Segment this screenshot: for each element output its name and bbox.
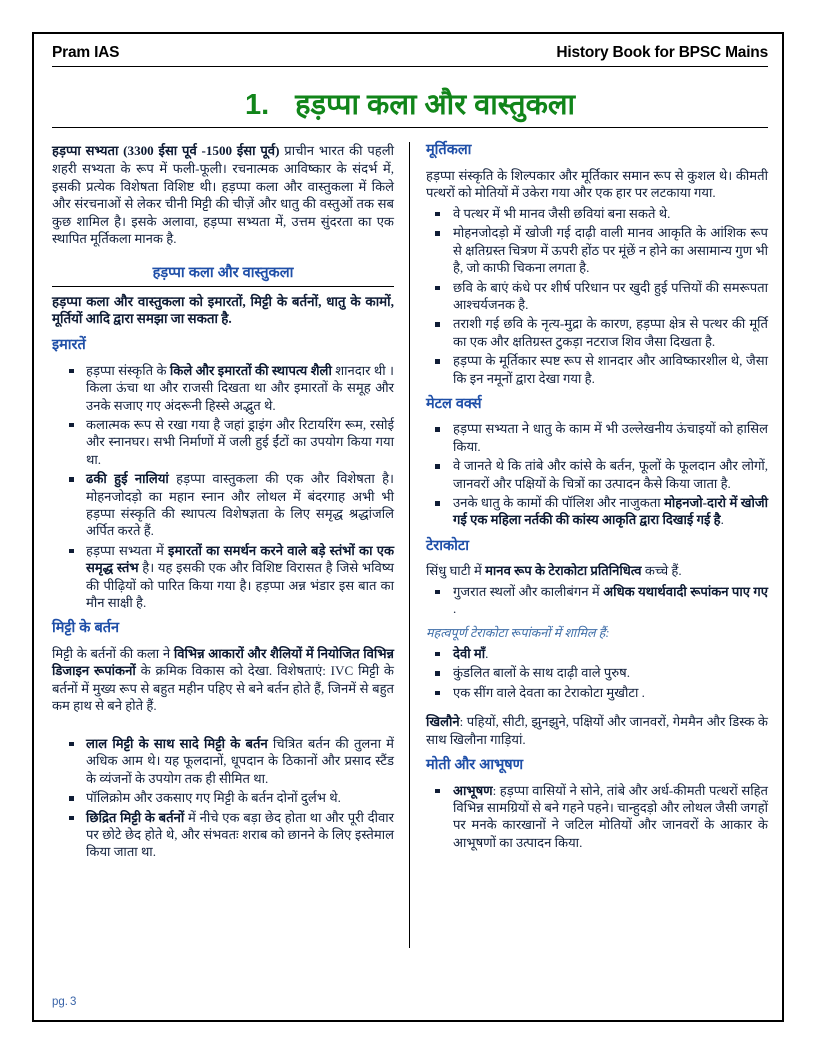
section-heading-beads-ornaments: मोती और आभूषण <box>426 757 524 774</box>
list-item: आभूषण: हड़प्पा वासियों ने सोने, तांबे और अर्ध-कीमती पत्थरों सहित विभिन्न सामग्रियों से बने गहने पहने। चान्हुदड़ो और लोथल जैसी जगहों पर मनके कारखानों ने जटिल मोतियों और जानवरों के आकार के आभूषणों का उत्पादन किया. <box>426 782 768 852</box>
section-heading-pottery: मिट्टी के बर्तन <box>52 620 120 637</box>
chapter-title-text: हड़प्पा कला और वास्तुकला <box>295 89 576 121</box>
left-column <box>52 142 410 948</box>
list-item: हड़प्पा संस्कृति के किले और इमारतों की स्थापत्य शैली शानदार थी । किला ऊंचा था और राजसी दिखता था और इमारतों के समूह और उनके सजाए गए अंदरूनी हिस्से अद्भुत थे. <box>52 362 394 414</box>
header-brand: Pram IAS <box>52 44 120 61</box>
sculpture-paragraph: हड़प्पा संस्कृति के शिल्पकार और मूर्तिकार समान रूप से कुशल थे। कीमती पत्थरों को मोतियों में उकेरा गया और एक हार पर लटकाया गया. <box>426 167 768 201</box>
terracotta-note: महत्वपूर्ण टेराकोटा रूपांकनों में शामिल हैं: <box>426 625 610 640</box>
list-item: लाल मिट्टी के साथ सादे मिट्टी के बर्तन चित्रित बर्तन की तुलना में अधिक आम थे। यह फूलदानों, धूपदान के ठिकानों और प्रसाद स्टैंड के व्यंजनों के उपयोग तक ही सीमित था. <box>52 735 394 787</box>
terracotta-items-list <box>426 645 768 701</box>
beads-bullet-list <box>426 782 768 852</box>
list-item: वे पत्थर में भी मानव जैसी छवियां बना सकते थे. <box>426 205 768 222</box>
list-item: देवी माँ. <box>426 645 768 662</box>
list-item: कुंडलित बालों के साथ दाढ़ी वाले पुरुष. <box>426 664 768 681</box>
footer-page-number: 3 <box>70 996 77 1008</box>
list-item: कलात्मक रूप से रखा गया है जहां ड्राइंग और रिटायरिंग रूम, रसोई और स्नानघर। सभी निर्माणों में जली हुई ईंटों का उपयोग किया गया था. <box>52 416 394 468</box>
document-page <box>32 32 784 1022</box>
list-item: मोहनजोदड़ो में खोजी गई दाढ़ी वाली मानव आकृति के आंशिक रूप से क्षतिग्रस्त चित्रण में ऊपरी होंठ पर मूंछें न होने का असामान्य गुण भी है, जो काफी चिकना लगता है. <box>426 224 768 276</box>
list-item: पॉलिक्रोम और उकसाए गए मिट्टी के बर्तन दोनों दुर्लभ थे. <box>52 789 394 806</box>
section-heading-harappan-art: हड़प्पा कला और वास्तुकला <box>52 262 394 287</box>
section-heading-metal-works: मेटल वर्क्स <box>426 395 482 412</box>
terracotta-paragraph: सिंधु घाटी में मानव रूप के टेराकोटा प्रतिनिधित्व कच्चे हैं. <box>426 563 682 579</box>
header-book-title: History Book for BPSC Mains <box>556 44 768 61</box>
list-item: उनके धातु के कामों की पॉलिश और नाजुकता मोहनजो-दारो में खोजी गई एक महिला नर्तकी की कांस्य आकृति द्वारा दिखाई गई है. <box>426 494 768 529</box>
pottery-bullet-list <box>52 735 394 861</box>
list-item: हड़प्पा सभ्यता में इमारतों का समर्थन करने वाले बड़े स्तंभों का एक समृद्ध स्तंभ है। यह इसकी एक और विशिष्ट विरासत है जिसे भविष्य की पीढ़ियों को पारित किया गया है। हड़प्पा अन्न भंडार इस बात का मौन साक्षी है. <box>52 542 394 612</box>
section-heading-terracotta: टेराकोटा <box>426 537 469 554</box>
section-heading-sculpture: मूर्तिकला <box>426 142 472 159</box>
list-item: वे जानते थे कि तांबे और कांसे के बर्तन, फूलों के फूलदान और लोगों, जानवरों और पक्षियों के चित्रों का उत्पादन कैसे किया जाता है. <box>426 457 768 492</box>
list-item: तराशी गई छवि के नृत्य-मुद्रा के कारण, हड़प्पा क्षेत्र से पत्थर की मूर्ति का एक और क्षतिग्रस्त टुकड़ा नटराज शिव जैसा दिखता है. <box>426 315 768 350</box>
lead-line: हड़प्पा कला और वास्तुकला को इमारतों, मिट्टी के बर्तनों, धातु के कामों, मूर्तियों आदि द्वारा समझा जा सकता है. <box>52 293 394 327</box>
metal-bullet-list <box>426 420 768 528</box>
sculpture-bullet-list <box>426 205 768 387</box>
toys-paragraph: खिलौने: पहियों, सीटी, झुनझुने, पक्षियों और जानवरों, गेममैन और डिस्क के साथ खिलौना गाड़ियां. <box>426 714 768 747</box>
list-item: हड़प्पा सभ्यता ने धातु के काम में भी उल्लेखनीय ऊंचाइयों को हासिल किया. <box>426 420 768 455</box>
list-item: गुजरात स्थलों और कालीबंगन में अधिक यथार्थवादी रूपांकन पाए गए . <box>426 583 768 618</box>
list-item: छवि के बाएं कंधे पर शीर्ष परिधान पर खुदी हुई पत्तियों की समरूपता आश्चर्यजनक है. <box>426 279 768 314</box>
pottery-paragraph: मिट्टी के बर्तनों की कला ने विभिन्न आकारों और शैलियों में नियोजित विभिन्न डिजाइन रूपांकनों के क्रमिक विकास को देखा. विशेषताएं: IVC मिट्टी के बर्तनों में मुख्य रूप से बहुत महीन पहिए से बने बर्तन होते हैं, जिनमें से बहुत कम हाथ से बने होते हैं. <box>52 645 394 714</box>
page-title <box>52 89 768 121</box>
list-item: छिद्रित मिट्टी के बर्तनों में नीचे एक बड़ा छेद होता था और पूरी दीवार पर छोटे छेद होते थे, और संभवतः शराब को छानने के लिए इस्तेमाल किया जाता था. <box>52 809 394 861</box>
list-item: एक सींग वाले देवता का टेराकोटा मुखौटा . <box>426 684 768 701</box>
page-footer <box>52 996 76 1008</box>
document-header <box>52 44 768 67</box>
buildings-bullet-list <box>52 362 394 612</box>
chapter-number: 1. <box>244 89 270 121</box>
footer-label: pg. <box>52 996 68 1008</box>
section-heading-buildings: इमारतें <box>52 337 86 354</box>
spacer <box>426 704 768 713</box>
chapter-title-block <box>52 67 768 128</box>
list-item: हड़प्पा के मूर्तिकार स्पष्ट रूप से शानदार और आविष्कारशील थे, जैसा कि इन नमूनों द्वारा देखा गया है. <box>426 352 768 387</box>
terracotta-bullet-list <box>426 583 768 618</box>
right-column <box>410 142 768 948</box>
intro-paragraph: हड़प्पा सभ्यता (3300 ईसा पूर्व -1500 ईसा पूर्व) प्राचीन भारत की पहली शहरी सभ्यता के रूप में फली-फूली। रचनात्मक आविष्कार के संदर्भ में, इसकी प्रत्येक विशेषता विशिष्ट थी। हड़प्पा कला और वास्तुकला में किले और संरचनाओं से लेकर चीनी मिट्टी की चीज़ें और धातु की वस्तुओं तक सब कुछ शामिल है। इसके अलावा, हड़प्पा सभ्यता में, उत्तम सुंदरता का एक स्थापित मूर्तिकला मानक है. <box>52 143 394 247</box>
list-item: ढकी हुई नालियां हड़प्पा वास्तुकला की एक और विशेषता है। मोहनजोदड़ो का महान स्नान और लोथल में बंदरगाह अभी भी हड़प्पा संस्कृति की स्थापत्य विशेषज्ञता के लिए समृद्ध श्रद्धांजलि अर्पित करते हैं. <box>52 470 394 540</box>
spacer <box>52 717 394 732</box>
two-column-body <box>52 142 768 948</box>
